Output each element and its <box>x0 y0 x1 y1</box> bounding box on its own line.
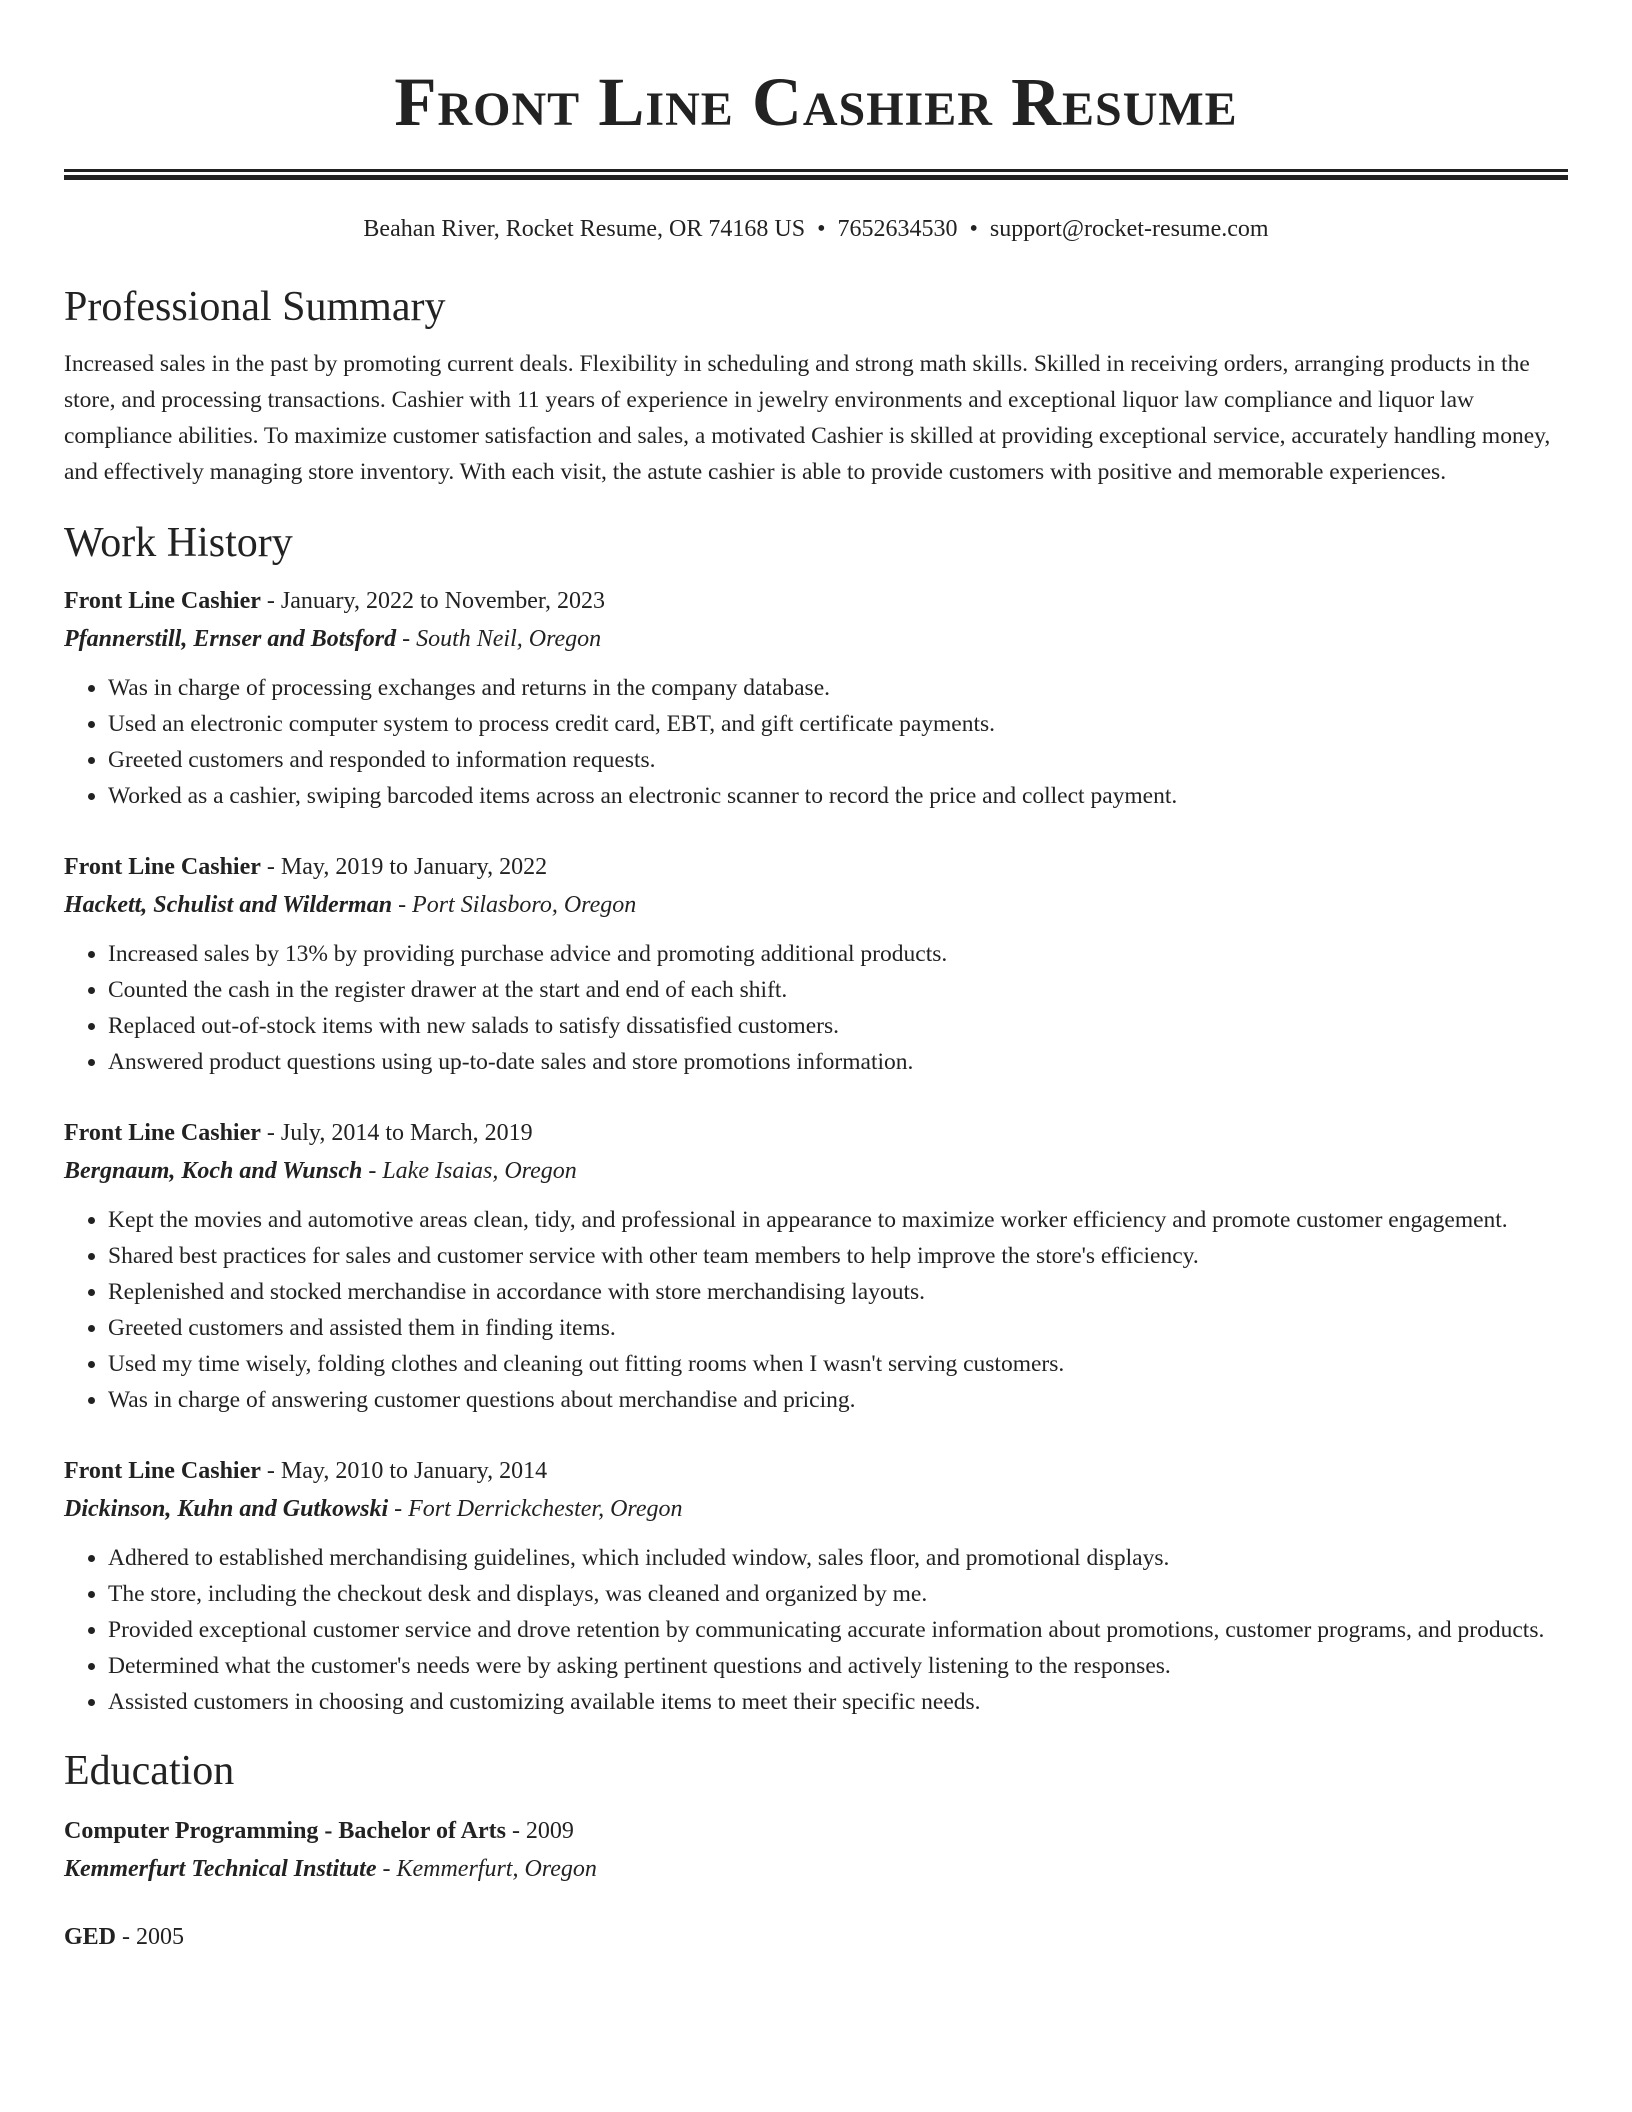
education-heading: Education <box>64 1748 235 1794</box>
contact-separator: • <box>817 216 826 242</box>
job-title: Front Line Cashier <box>64 1120 261 1146</box>
job-dates: - May, 2010 to January, 2014 <box>260 1458 548 1484</box>
contact-email: support@rocket-resume.com <box>989 216 1269 242</box>
job-duty: • Provided exceptional customer service and drove retention by communicating accurate information about promotions, customer programs, and products. <box>108 1612 1568 1648</box>
summary-heading: Professional Summary <box>64 284 446 330</box>
school-location: - Kemmerfurt, Oregon <box>376 1856 597 1882</box>
job-duty: • Replenished and stocked merchandise in accordance with store merchandising layouts. <box>108 1274 1568 1310</box>
degree-line <box>64 1918 1568 1956</box>
contact-address: Beahan River, Rocket Resume, OR 74168 US <box>363 216 806 242</box>
job-title-line <box>64 1452 1568 1490</box>
job-duty: • Shared best practices for sales and customer service with other team members to help improve the store's efficiency. <box>108 1238 1568 1274</box>
summary-text: Increased sales in the past by promoting current deals. Flexibility in scheduling and strong math skills. Skilled in receiving orders, arranging products in the store, and processing transactions. Cashier with 11 years of experience in jewelry environments and exceptional liquor law compliance and liquor law compliance abilities. To maximize customer satisfaction and sales, a motivated Cashier is skilled at providing exceptional service, accurately handling money, and effectively managing store inventory. With each visit, the astute cashier is able to provide customers with positive and memorable experiences. <box>64 351 1551 485</box>
company-location: - Lake Isaias, Oregon <box>362 1158 577 1184</box>
school-line <box>64 1850 1568 1888</box>
job-dates: - May, 2019 to January, 2022 <box>260 854 548 880</box>
company-line <box>64 886 1568 924</box>
job-duty: • Assisted customers in choosing and customizing available items to meet their specific needs. <box>108 1684 1568 1720</box>
job-title-line <box>64 582 1568 620</box>
company-location: - Port Silasboro, Oregon <box>392 892 637 918</box>
school-name: Kemmerfurt Technical Institute <box>64 1856 377 1882</box>
degree-year: - 2005 <box>116 1924 185 1950</box>
job-duty: • Determined what the customer's needs were by asking pertinent questions and actively listening to the responses. <box>108 1648 1568 1684</box>
job-title: Front Line Cashier <box>64 1458 261 1484</box>
job-duty: • Was in charge of processing exchanges and returns in the company database. <box>108 670 1568 706</box>
job-duty: • Answered product questions using up-to-date sales and store promotions information. <box>108 1044 1568 1080</box>
job-title-line <box>64 848 1568 886</box>
degree-name: Computer Programming - Bachelor of Arts <box>64 1818 506 1844</box>
contact-separator: • <box>969 216 978 242</box>
education-entry <box>64 1918 1568 1956</box>
job-entry <box>64 1452 1568 1720</box>
job-dates: - July, 2014 to March, 2019 <box>260 1120 533 1146</box>
job-duty: • Replaced out-of-stock items with new salads to satisfy dissatisfied customers. <box>108 1008 1568 1044</box>
job-duty: • Kept the movies and automotive areas clean, tidy, and professional in appearance to maximize worker efficiency and promote customer engagement. <box>108 1202 1568 1238</box>
company-name: Hackett, Schulist and Wilderman <box>64 892 393 918</box>
company-name: Bergnaum, Koch and Wunsch <box>64 1158 363 1184</box>
job-entry <box>64 582 1568 814</box>
company-location: - South Neil, Oregon <box>396 626 602 652</box>
job-duty: • Greeted customers and assisted them in finding items. <box>108 1310 1568 1346</box>
job-duty: • Adhered to established merchandising guidelines, which included window, sales floor, and promotional displays. <box>108 1540 1568 1576</box>
job-duty: • Worked as a cashier, swiping barcoded items across an electronic scanner to record the price and collect payment. <box>108 778 1568 814</box>
company-line <box>64 620 1568 658</box>
education-entry <box>64 1812 1568 1888</box>
job-duties-list <box>64 670 1568 814</box>
company-name: Pfannerstill, Ernser and Botsford <box>64 626 397 652</box>
job-duty: • Used an electronic computer system to process credit card, EBT, and gift certificate payments. <box>108 706 1568 742</box>
company-name: Dickinson, Kuhn and Gutkowski <box>64 1496 389 1522</box>
job-duty: • The store, including the checkout desk and displays, was cleaned and organized by me. <box>108 1576 1568 1612</box>
title-divider <box>64 169 1568 180</box>
job-duty: • Counted the cash in the register drawer at the start and end of each shift. <box>108 972 1568 1008</box>
job-duty: • Greeted customers and responded to information requests. <box>108 742 1568 778</box>
job-duty: • Used my time wisely, folding clothes and cleaning out fitting rooms when I wasn't serving customers. <box>108 1346 1568 1382</box>
job-dates: - January, 2022 to November, 2023 <box>260 588 605 614</box>
job-duties-list <box>64 936 1568 1080</box>
education-list <box>64 1812 1568 1956</box>
job-duties-list <box>64 1202 1568 1418</box>
degree-line <box>64 1812 1568 1850</box>
work-history-list <box>64 582 1568 1720</box>
job-entry <box>64 848 1568 1080</box>
work-history-heading: Work History <box>64 520 293 566</box>
company-line <box>64 1490 1568 1528</box>
resume-title: Front Line Cashier Resume <box>394 64 1238 140</box>
contact-phone: 7652634530 <box>837 216 958 242</box>
job-duties-list <box>64 1540 1568 1720</box>
degree-year: - 2009 <box>505 1818 574 1844</box>
job-title-line <box>64 1114 1568 1152</box>
company-location: - Fort Derrickchester, Oregon <box>388 1496 683 1522</box>
job-duty: • Was in charge of answering customer questions about merchandise and pricing. <box>108 1382 1568 1418</box>
contact-line <box>64 212 1568 246</box>
job-title: Front Line Cashier <box>64 588 261 614</box>
company-line <box>64 1152 1568 1190</box>
job-duty: • Increased sales by 13% by providing purchase advice and promoting additional products. <box>108 936 1568 972</box>
job-title: Front Line Cashier <box>64 854 261 880</box>
degree-name: GED <box>64 1924 117 1950</box>
job-entry <box>64 1114 1568 1418</box>
